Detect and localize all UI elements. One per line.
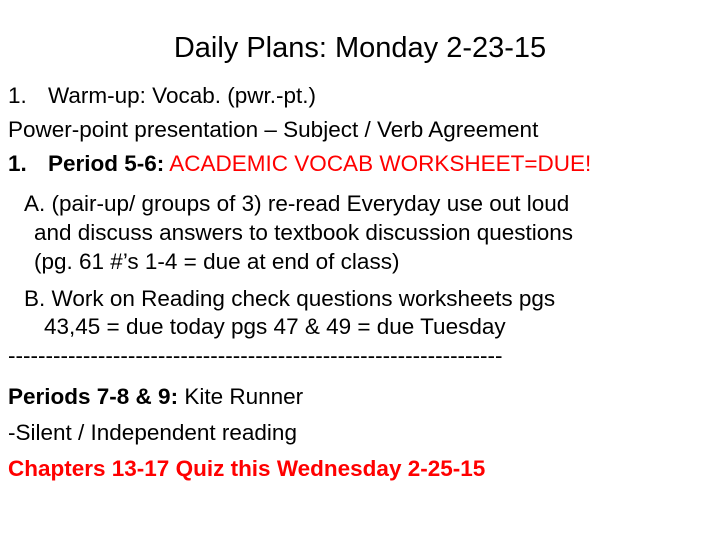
warmup-text: Warm-up: Vocab. (pwr.-pt.) xyxy=(48,83,316,108)
powerpoint-line: Power-point presentation – Subject / Verb Agreement xyxy=(8,117,539,142)
period-5-6-label: Period 5-6: xyxy=(48,151,165,176)
quiz-announcement: Chapters 13-17 Quiz this Wednesday 2-25-15 xyxy=(8,456,486,481)
worksheet-due-text: ACADEMIC VOCAB WORKSHEET=DUE! xyxy=(164,151,592,176)
divider: ------------------------------------------------------------------ xyxy=(8,343,503,368)
periods-label: Periods 7-8 & 9: xyxy=(8,384,179,409)
list-number: 1. xyxy=(8,83,27,108)
page-title: Daily Plans: Monday 2-23-15 xyxy=(173,32,547,64)
silent-reading-line: -Silent / Independent reading xyxy=(8,420,297,445)
warmup-item xyxy=(8,82,316,110)
period-5-6-item xyxy=(8,150,591,178)
part-b-line-2: 43,45 = due today pgs 47 & 49 = due Tuesday xyxy=(44,314,506,339)
part-a-line-1: A. (pair-up/ groups of 3) re-read Everyday use out loud xyxy=(24,191,570,216)
list-number: 1. xyxy=(8,151,27,176)
part-a-line-2: and discuss answers to textbook discussion questions xyxy=(34,220,574,245)
kite-runner-text: Kite Runner xyxy=(178,384,304,409)
part-b-line-1: B. Work on Reading check questions worksheets pgs xyxy=(24,286,556,311)
part-a-line-3: (pg. 61 #’s 1-4 = due at end of class) xyxy=(34,249,400,274)
periods-7-8-9-line xyxy=(8,383,303,411)
